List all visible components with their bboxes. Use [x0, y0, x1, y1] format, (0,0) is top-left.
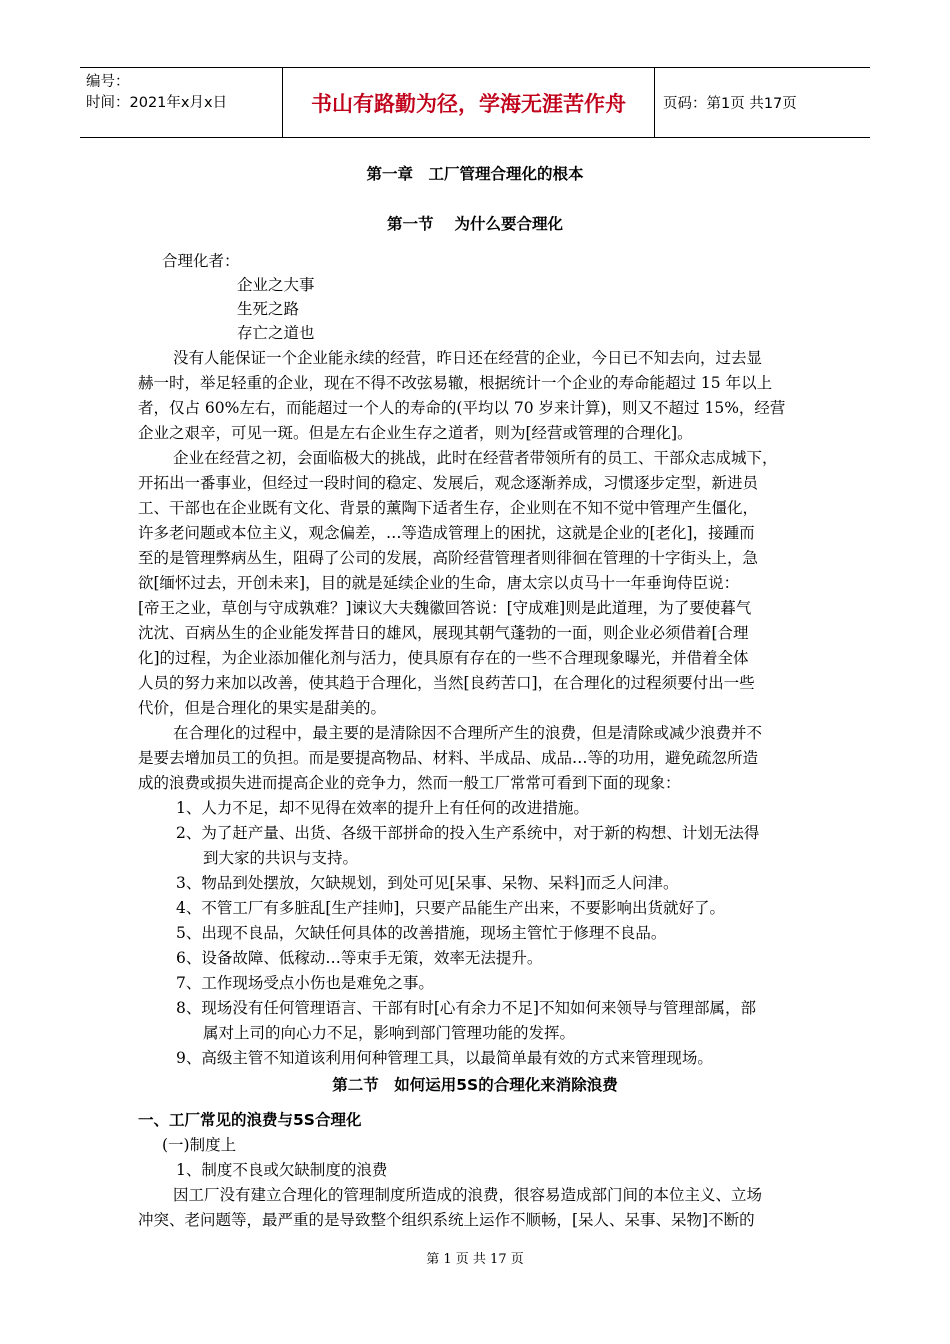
list-item: 1、人力不足，却不见得在效率的提升上有任何的改进措施。	[176, 799, 589, 817]
paragraph-line: 在合理化的过程中，最主要的是清除因不合理所产生的浪费，但是清除或减少浪费并不	[173, 724, 763, 742]
paragraph-line: 许多老问题或本位主义，观念偏差，…等造成管理上的困扰，这就是企业的[老化]，接踵而	[138, 524, 755, 542]
intro-item: 存亡之道也	[237, 324, 315, 342]
list-item: 9、高级主管不知道该利用何种管理工具，以最简单最有效的方式来管理现场。	[176, 1049, 713, 1067]
section1-title: 第一节 为什么要合理化	[387, 215, 563, 233]
subheading: (一)制度上	[162, 1136, 237, 1154]
paragraph-line: 沈沈、百病丛生的企业能发挥昔日的雄风，展现其朝气蓬勃的一面，则企业必须借着[合理	[138, 624, 749, 642]
list-item: 7、工作现场受点小伤也是难免之事。	[176, 974, 434, 992]
paragraph-line: 开拓出一番事业，但经过一段时间的稳定、发展后，观念逐渐养成，习惯逐步定型，新进员	[138, 474, 759, 492]
header-motto: 书山有路勤为径，学海无涯苦作舟	[283, 68, 655, 137]
paragraph-line: [帝王之业，草创与守成孰难？]谏议大夫魏徽回答说：[守成难]则是此道理，为了要使暮气	[138, 599, 752, 617]
header-page-label: 页码：第1页 共17页	[663, 96, 797, 112]
paragraph-line: 欲[缅怀过去，开创未来]，目的就是延续企业的生命，唐太宗以贞马十一年垂询侍臣说：	[138, 574, 740, 592]
list-item: 2、为了赶产量、出货、各级干部拼命的投入生产系统中，对于新的构想、计划无法得	[176, 824, 760, 842]
intro-item: 企业之大事	[237, 276, 315, 294]
list-item: 4、不管工厂有多脏乱[生产挂帅]，只要产品能生产出来，不要影响出货就好了。	[176, 899, 725, 917]
list-item: 6、设备故障、低稼动…等束手无策，效率无法提升。	[176, 949, 543, 967]
doc-date-label: 时间：2021年x月x日	[86, 95, 228, 111]
list-item-continuation: 属对上司的向心力不足，影响到部门管理功能的发挥。	[203, 1024, 576, 1042]
paragraph-line: 是要去增加员工的负担。而是要提高物品、材料、半成品、成品…等的功用，避免疏忽所造	[138, 749, 759, 767]
paragraph-line: 因工厂没有建立合理化的管理制度所造成的浪费，很容易造成部门间的本位主义、立场	[173, 1186, 763, 1204]
intro-label: 合理化者：	[162, 252, 240, 270]
subheading: 一、工厂常见的浪费与5S合理化	[138, 1111, 362, 1129]
paragraph-line: 化]的过程，为企业添加催化剂与活力，使具原有存在的一些不合理现象曝光，并借着全体	[138, 649, 749, 667]
list-item: 3、物品到处摆放，欠缺规划，到处可见[呆事、呆物、呆料]而乏人问津。	[176, 874, 679, 892]
paragraph-line: 至的是管理弊病丛生，阻碍了公司的发展，高阶经营管理者则徘徊在管理的十字街头上，急	[138, 549, 759, 567]
paragraph-line: 企业在经营之初，会面临极大的挑战，此时在经营者带领所有的员工、干部众志成城下，	[173, 449, 778, 467]
paragraph-line: 者，仅占 60%左右，而能超过一个人的寿命的(平均以 70 岁来计算)，则又不超过 15%，经营	[138, 399, 786, 417]
page-footer: 第 1 页 共 17 页	[426, 1252, 524, 1267]
paragraph-line: 成的浪费或损失进而提高企业的竞争力，然而一般工厂常常可看到下面的现象：	[138, 774, 681, 792]
paragraph-line: 没有人能保证一个企业能永续的经营，昨日还在经营的企业，今日已不知去向，过去显	[173, 349, 763, 367]
paragraph-line: 代价，但是合理化的果实是甜美的。	[138, 699, 387, 717]
intro-item: 生死之路	[237, 300, 300, 318]
section2-title: 第二节 如何运用5S的合理化来消除浪费	[332, 1076, 618, 1094]
header-table	[80, 67, 870, 138]
paragraph-line: 人员的努力来加以改善，使其趋于合理化，当然[良药苦口]，在合理化的过程须要付出一些	[138, 674, 755, 692]
paragraph-line: 企业之艰辛，可见一斑。但是左右企业生存之道者，则为[经营或管理的合理化]。	[138, 424, 693, 442]
list-item: 5、出现不良品，欠缺任何具体的改善措施，现场主管忙于修理不良品。	[176, 924, 667, 942]
paragraph-line: 赫一时，举足轻重的企业，现在不得不改弦易辙，根据统计一个企业的寿命能超过 15 年以上	[138, 374, 773, 392]
subheading: 1、制度不良或欠缺制度的浪费	[176, 1161, 388, 1179]
chapter-title: 第一章 工厂管理合理化的根本	[366, 165, 584, 183]
paragraph-line: 冲突、老问题等，最严重的是导致整个组织系统上运作不顺畅，[呆人、呆事、呆物]不断的	[138, 1211, 755, 1229]
paragraph-line: 工、干部也在企业既有文化、背景的薰陶下适者生存，企业则在不知不觉中管理产生僵化，	[138, 499, 759, 517]
doc-number-label: 编号：	[86, 74, 130, 90]
list-item: 8、现场没有任何管理语言、干部有时[心有余力不足]不知如何来领导与管理部属，部	[176, 999, 756, 1017]
header-left-cell	[80, 68, 283, 137]
list-item-continuation: 到大家的共识与支持。	[203, 849, 359, 867]
